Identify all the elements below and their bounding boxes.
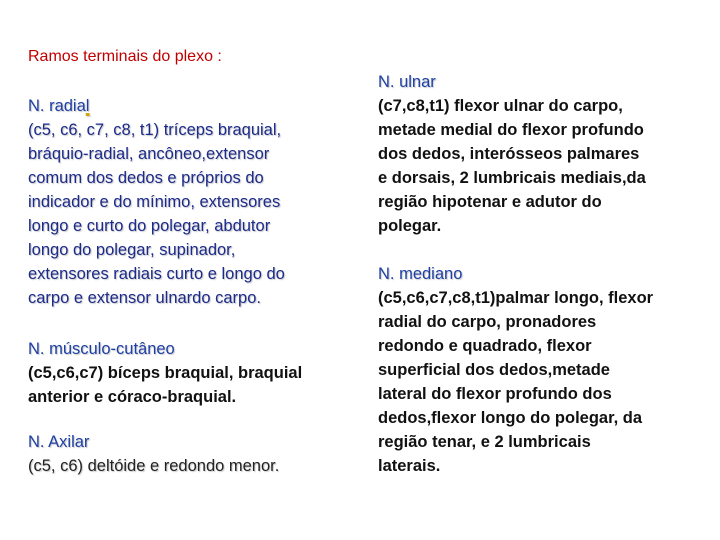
radial-line: indicador e do mínimo, extensores [28,193,281,211]
axillary-nerve-heading: N. Axilar [28,433,90,451]
ulnar-line: metade medial do flexor profundo [378,121,644,139]
ulnar-nerve-heading: N. ulnar [378,73,436,91]
radial-line: longo e curto do polegar, abdutor [28,217,271,235]
radial-line: longo do polegar, supinador, [28,241,236,259]
ulnar-line: dos dedos, interósseos palmares [378,145,640,163]
musculocutaneous-line: anterior e córaco-braquial. [28,388,237,406]
median-line: laterais. [378,457,441,475]
ulnar-line: região hipotenar e adutor do [378,193,602,211]
ulnar-line: polegar. [378,217,442,235]
radial-name-prefix: N. radia [28,97,86,115]
radial-line: extensores radiais curto e longo do [28,265,285,283]
median-line: superficial dos dedos,metade [378,361,610,379]
ulnar-nerve-block [378,70,646,238]
median-line: (c5,c6,c7,c8,t1)palmar longo, flexor [378,289,654,307]
axillary-line: (c5, c6) deltóide e redondo menor. [28,457,280,475]
median-line: redondo e quadrado, flexor [378,337,592,355]
ulnar-line: (c7,c8,t1) flexor ulnar do carpo, [378,97,623,115]
radial-line: bráquio-radial, ancôneo,extensor [28,145,270,163]
median-nerve-block [378,262,653,478]
radial-line: comum dos dedos e próprios do [28,169,264,187]
axillary-nerve-block [28,430,279,478]
radial-nerve-block [28,94,285,310]
radial-name-suffix: l [85,97,90,115]
median-line: lateral do flexor profundo dos [378,385,612,403]
median-line: radial do carpo, pronadores [378,313,597,331]
ulnar-line: e dorsais, 2 lumbricais mediais,da [378,169,646,187]
median-nerve-heading: N. mediano [378,265,463,283]
page-title: Ramos terminais do plexo : [28,48,222,65]
radial-line: (c5, c6, c7, c8, t1) tríceps braquial, [28,121,282,139]
radial-line: carpo e extensor ulnardo carpo. [28,289,261,307]
median-line: dedos,flexor longo do polegar, da [378,409,643,427]
musculocutaneous-nerve-heading: N. músculo-cutâneo [28,340,175,358]
radial-nerve-heading [28,94,285,118]
median-line: região tenar, e 2 lumbricais [378,433,591,451]
musculocutaneous-line: (c5,c6,c7) bíceps braquial, braquial [28,364,303,382]
musculocutaneous-nerve-block [28,337,302,409]
